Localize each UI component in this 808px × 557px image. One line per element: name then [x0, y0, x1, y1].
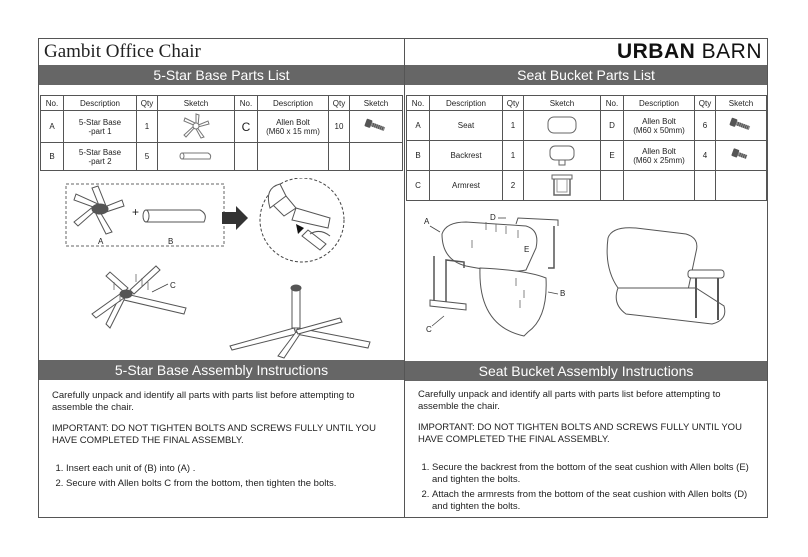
- col-no: No.: [407, 96, 430, 111]
- col-qty: Qty: [329, 96, 350, 111]
- col-sketch: Sketch: [158, 96, 235, 111]
- figure-label-b: B: [168, 237, 174, 246]
- sketch-armrest: [524, 171, 601, 201]
- part-description: Allen Bolt (M60 x 15 mm): [258, 111, 329, 143]
- figure-label-e: E: [524, 245, 530, 254]
- important-note: IMPORTANT: DO NOT TIGHTEN BOLTS AND SCREWS FULLY UNTIL YOU HAVE COMPLETED THE FINAL ASSEMBLY.: [418, 422, 742, 445]
- sketch-star-base: [158, 111, 235, 143]
- part-description: Seat: [430, 111, 503, 141]
- column-divider: [404, 38, 405, 518]
- backrest-sketch-icon: [545, 144, 579, 166]
- armrest-sketch-icon: [545, 173, 579, 197]
- arrow-right-icon: [222, 206, 248, 230]
- list-item: 2. Attach the armrests from the bottom of the seat cushion with Allen bolts (D) and tighten the bolts.: [432, 489, 758, 513]
- step-list: [52, 463, 392, 490]
- col-no: No.: [41, 96, 64, 111]
- base-leg-sketch-icon: [176, 148, 216, 164]
- figure-label-d: D: [490, 213, 496, 222]
- part-qty: 6: [695, 111, 716, 141]
- col-qty: Qty: [503, 96, 524, 111]
- part-no: E: [601, 141, 624, 171]
- sketch-seat: [524, 111, 601, 141]
- part-no: A: [407, 111, 430, 141]
- figure-label-a: A: [424, 217, 430, 226]
- part-qty: [695, 171, 716, 201]
- part-qty: 5: [137, 143, 158, 171]
- part-no: B: [41, 143, 64, 171]
- sketch-backrest: [524, 141, 601, 171]
- figure-label-c: C: [426, 325, 432, 334]
- part-description: 5-Star Base -part 1: [64, 111, 137, 143]
- col-qty: Qty: [695, 96, 716, 111]
- table-row: [41, 111, 403, 143]
- part-description: 5-Star Base -part 2: [64, 143, 137, 171]
- part-no: D: [601, 111, 624, 141]
- intro-text: Carefully unpack and identify all parts with parts list before attempting to assemble the chair.: [418, 389, 721, 412]
- col-sketch: Sketch: [716, 96, 767, 111]
- seat-assembly-title: Seat Bucket Assembly Instructions: [405, 361, 767, 381]
- col-no: No.: [235, 96, 258, 111]
- base-assembly-diagram: [40, 178, 402, 360]
- col-sketch: Sketch: [524, 96, 601, 111]
- base-parts-title: 5-Star Base Parts List: [39, 65, 404, 85]
- base-instructions: [52, 390, 392, 493]
- sketch-bolt: [716, 141, 767, 171]
- col-description: Description: [64, 96, 137, 111]
- part-description: [258, 143, 329, 171]
- part-description: Armrest: [430, 171, 503, 201]
- list-item: 1. Secure the backrest from the bottom of the seat cushion with Allen bolts (E) and tighten the bolts.: [432, 462, 758, 486]
- allen-bolt-icon: [361, 116, 391, 136]
- figure-label-a: A: [98, 237, 104, 246]
- intro-text: Carefully unpack and identify all parts with parts list before attempting to assemble the chair.: [52, 390, 355, 413]
- seat-sketch-icon: [545, 114, 579, 136]
- part-qty: 1: [503, 141, 524, 171]
- part-description: Allen Bolt (M60 x 25mm): [624, 141, 695, 171]
- col-sketch: Sketch: [350, 96, 403, 111]
- col-description: Description: [430, 96, 503, 111]
- allen-bolt-icon: [726, 145, 756, 165]
- step-list: [418, 462, 758, 513]
- part-no: C: [407, 171, 430, 201]
- important-note: IMPORTANT: DO NOT TIGHTEN BOLTS AND SCREWS FULLY UNTIL YOU HAVE COMPLETED THE FINAL ASSEMBLY.: [52, 423, 376, 446]
- table-row: [407, 111, 767, 141]
- seat-instructions: [418, 389, 758, 516]
- part-qty: 1: [503, 111, 524, 141]
- part-description: [624, 171, 695, 201]
- part-no: A: [41, 111, 64, 143]
- allen-bolt-icon: [726, 115, 756, 135]
- seat-parts-title: Seat Bucket Parts List: [405, 65, 767, 85]
- list-item: 2. Secure with Allen bolts C from the bottom, then tighten the bolts.: [66, 478, 392, 490]
- part-qty: 2: [503, 171, 524, 201]
- plus-sign: +: [132, 205, 140, 219]
- sketch-bolt: [350, 111, 403, 143]
- table-row: [407, 141, 767, 171]
- base-assembly-title: 5-Star Base Assembly Instructions: [39, 360, 404, 380]
- part-no: [601, 171, 624, 201]
- part-no: [235, 143, 258, 171]
- brand-logo: URBAN BARN: [616, 40, 762, 63]
- col-qty: Qty: [137, 96, 158, 111]
- col-no: No.: [601, 96, 624, 111]
- part-qty: 4: [695, 141, 716, 171]
- table-row: [407, 171, 767, 201]
- figure-label-c: C: [170, 281, 176, 290]
- base-parts-table: [40, 95, 403, 171]
- list-item: 1. Insert each unit of (B) into (A) .: [66, 463, 392, 475]
- sketch-bolt: [716, 111, 767, 141]
- table-row: [41, 143, 403, 171]
- part-no: C: [235, 111, 258, 143]
- sketch-leg: [158, 143, 235, 171]
- seat-assembly-diagram: [406, 208, 766, 358]
- figure-label-b: B: [560, 289, 566, 298]
- part-qty: 10: [329, 111, 350, 143]
- page-title: Gambit Office Chair: [44, 41, 201, 62]
- part-qty: [329, 143, 350, 171]
- col-description: Description: [258, 96, 329, 111]
- part-no: B: [407, 141, 430, 171]
- seat-parts-table: [406, 95, 767, 201]
- part-description: Allen Bolt (M60 x 50mm): [624, 111, 695, 141]
- part-qty: 1: [137, 111, 158, 143]
- part-description: Backrest: [430, 141, 503, 171]
- col-description: Description: [624, 96, 695, 111]
- star-base-sketch-icon: [176, 112, 216, 140]
